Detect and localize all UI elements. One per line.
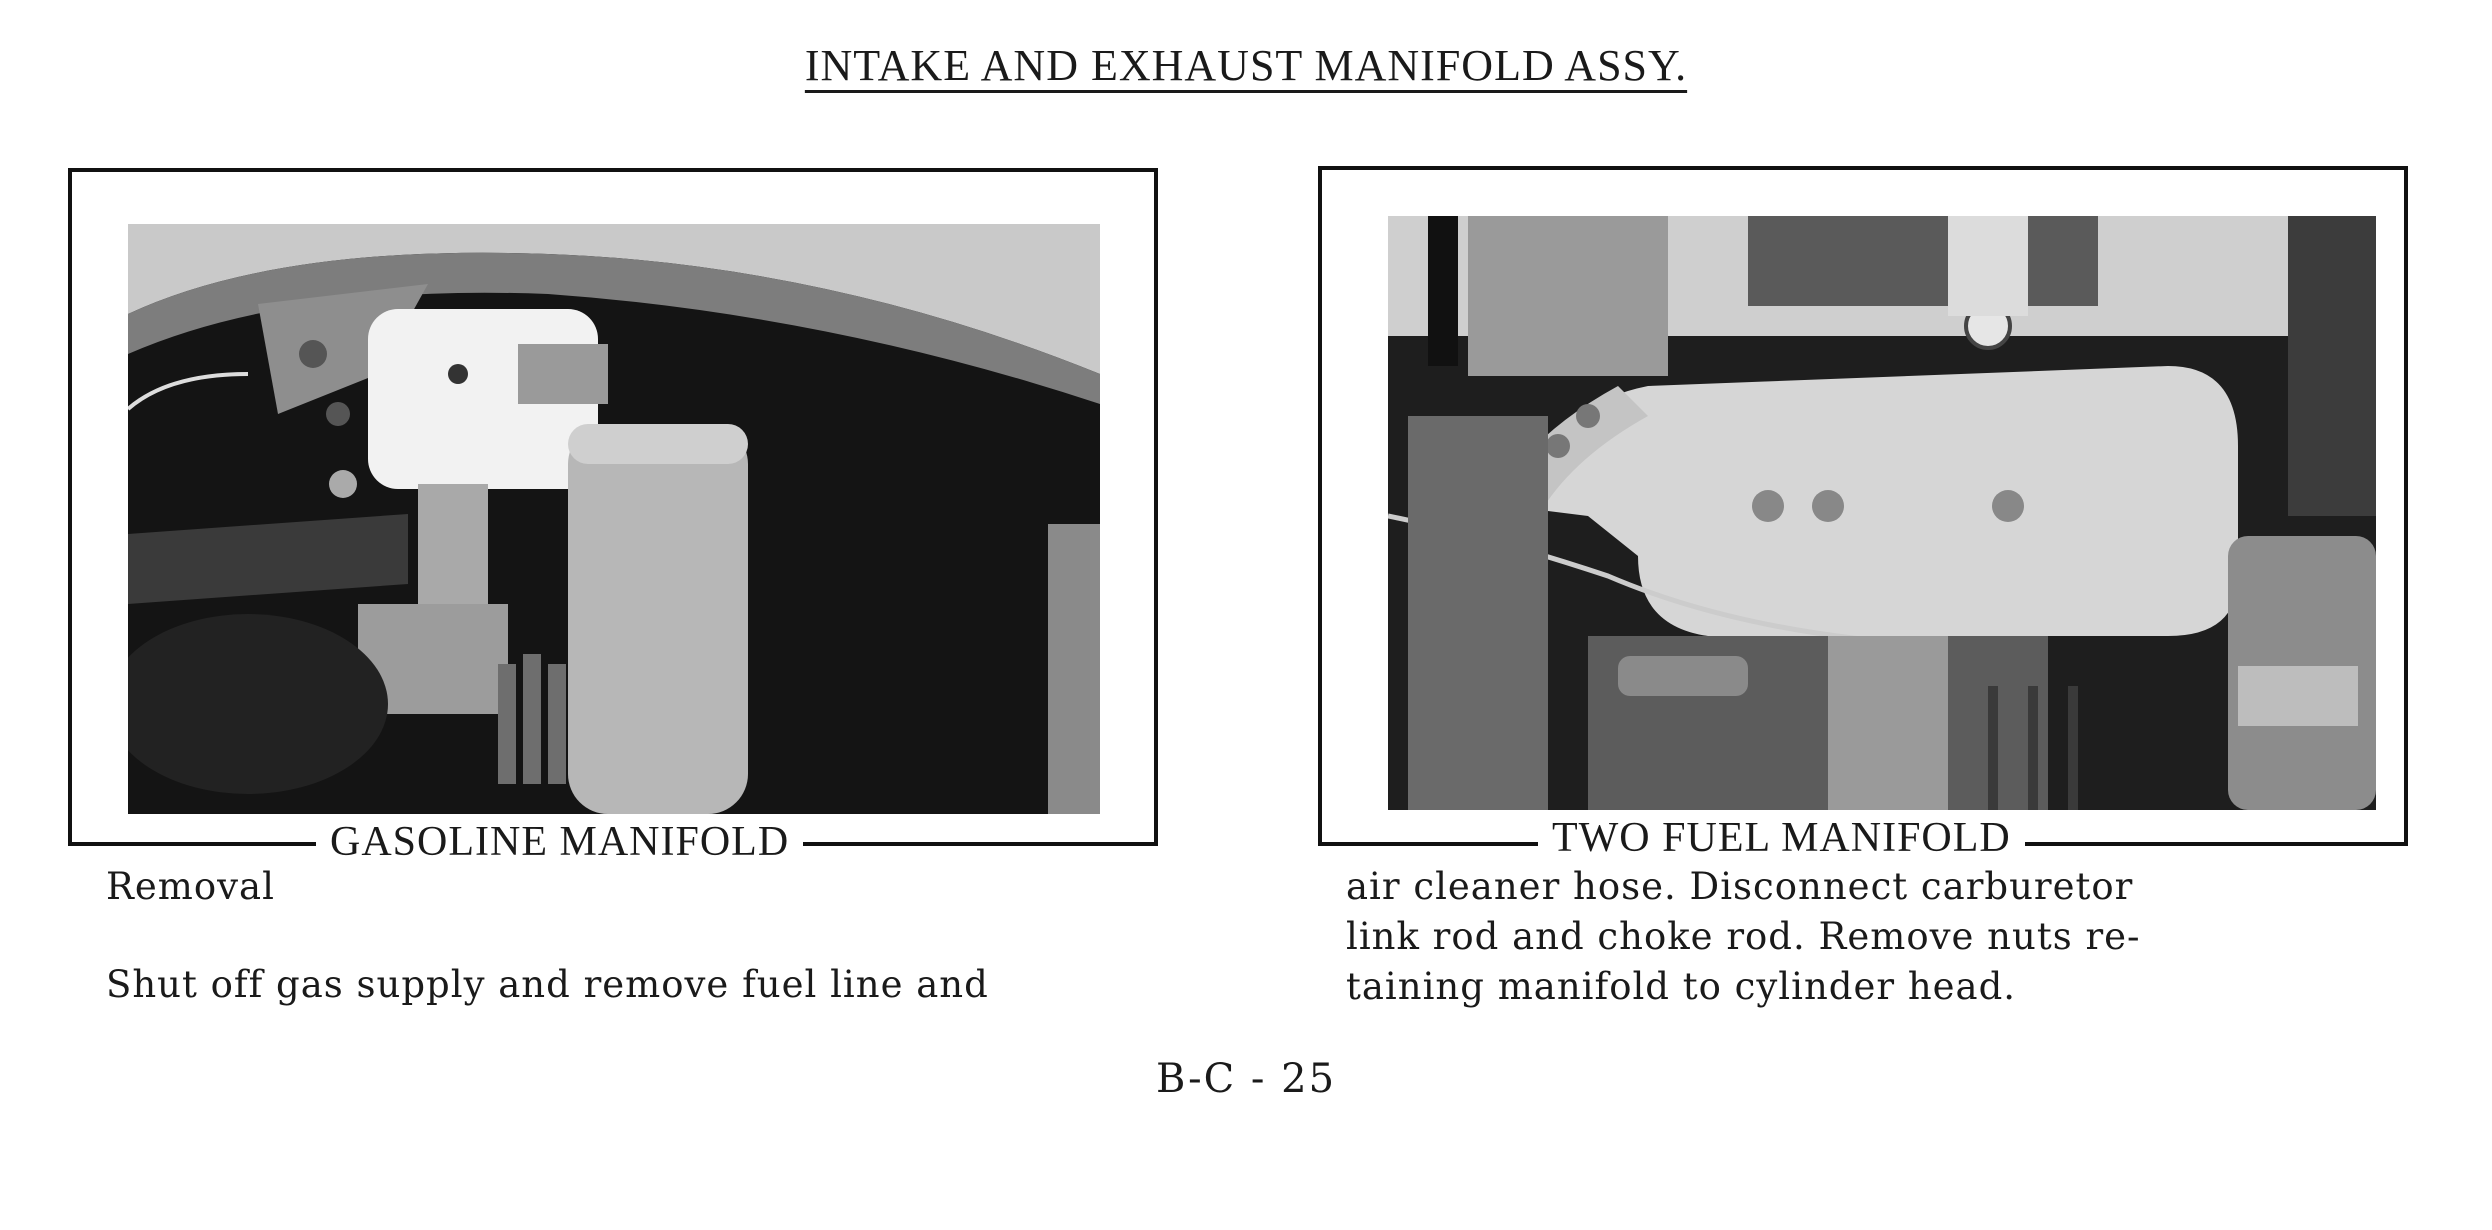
right-paragraph-line: air cleaner hose. Disconnect carburetor xyxy=(1346,865,2134,908)
page-title xyxy=(0,40,2492,91)
gasoline-manifold-caption: GASOLINE MANIFOLD xyxy=(316,818,803,866)
gasoline-manifold-figure xyxy=(68,168,1158,846)
page-number: B-C - 25 xyxy=(1155,1056,1337,1102)
removal-heading: Removal xyxy=(106,865,275,908)
page-title-text: INTAKE AND EXHAUST MANIFOLD ASSY. xyxy=(804,41,1688,90)
right-paragraph-line: taining manifold to cylinder head. xyxy=(1346,965,2017,1008)
right-paragraph xyxy=(1346,862,2141,1012)
two-fuel-manifold-photo xyxy=(1388,216,2376,810)
two-fuel-manifold-caption: TWO FUEL MANIFOLD xyxy=(1538,814,2025,862)
two-fuel-manifold-figure xyxy=(1318,166,2408,846)
left-paragraph: Shut off gas supply and remove fuel line and xyxy=(106,963,989,1006)
gasoline-manifold-photo xyxy=(128,224,1100,814)
right-paragraph-line: link rod and choke rod. Remove nuts re- xyxy=(1346,915,2141,958)
